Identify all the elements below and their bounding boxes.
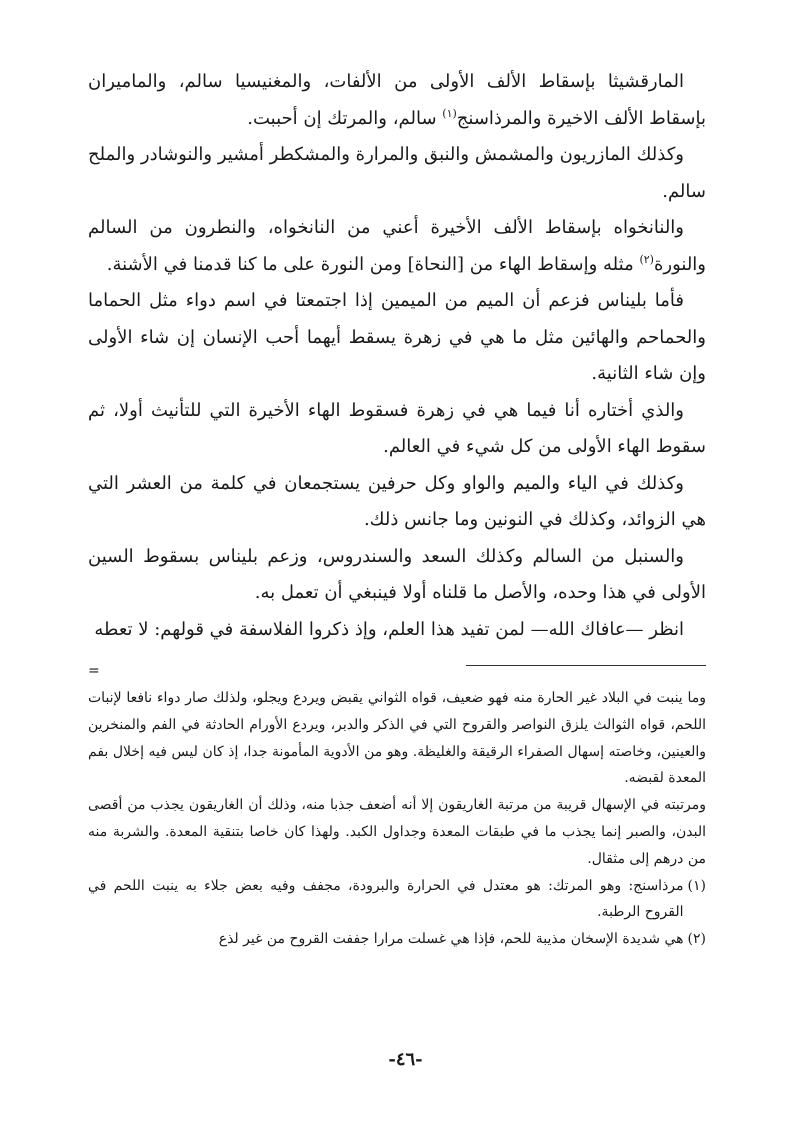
footnote-text: هي شديدة الإسخان مذيبة للحم، فإذا هي غسلت مرارا جففت القروح من غير لذع [218, 931, 684, 948]
separator-line [466, 665, 706, 666]
footnote-ref: (٢) [639, 252, 654, 266]
footnote-number: (١) [687, 877, 706, 894]
footnote [88, 926, 706, 953]
footnote-number: (٢) [687, 931, 706, 948]
continued-note: وما ينبت في البلاد غير الحارة منه فهو ضعيف، قواه الثواني يقبض ويردع ويجلو، ولذلك صار دواء نافعا لإنبات اللحم، قواه الثوالث يلزق النواصر والقروح التي في الذكر والدبر، ويردع الأورام الحادثة في الفم والمنخرين والعينين، وخاصته إسهال الصفراء الرقيقة والغليظة. وهو من الأدوية المأمونة جدا، إذ كان ليس فيه إخلال بفم المعدة لقبضه. [88, 690, 706, 787]
footnote-separator [88, 661, 706, 681]
continuation-mark: = [88, 663, 100, 679]
footnote-ref: (١) [442, 106, 457, 120]
continued-note: ومرتبته في الإسهال قريبة من مرتبة الغاريقون إلا أنه أضعف جذبا منه، وذلك أن الغاريقون يجذب من أقصى البدن، والصبر إنما يجذب ما في طبقات المعدة وجداول الكبد. ولهذا كان خاصا بتنقية المعدة. والشربة منه من درهم إلى مثقال. [88, 797, 706, 867]
paragraph: فأما بليناس فزعم أن الميم من الميمين إذا اجتمعتا في اسم دواء مثل الحماما والحماحم والهائين مثل ما هي في زهرة يسقط أيهما أحب الإنسان إن شاء الأولى وإن شاء الثانية. [88, 290, 706, 384]
footnotes-area [88, 685, 706, 953]
paragraph: والذي أختاره أنا فيما هي في زهرة فسقوط الهاء الأخيرة التي للتأنيث أولا، ثم سقوط الهاء الأولى من كل شيء في العالم. [88, 399, 706, 457]
footnote-text: مرذاسنج: وهو المرتك: هو معتدل في الحرارة والبرودة، مجفف وفيه بعض جلاء به ينبت اللحم في القروح الرطبة. [88, 877, 684, 921]
paragraph: المارقشيثا بإسقاط الألف الأولى من الألفات، والمغنيسيا سالم، والماميران بإسقاط الألف الاخيرة والمرذاسنج$^{(١)}$ سالم، والمرتك إن أحببت. [88, 71, 706, 129]
paragraph: وكذلك في الياء والميم والواو وكل حرفين يستجمعان في كلمة من العشر التي هي الزوائد، وكذلك في النونين وما جانس ذلك. [88, 472, 706, 530]
main-text [88, 64, 706, 648]
paragraph: انظر —عافاك الله— لمن تفيد هذا العلم، وإذ ذكروا الفلاسفة في قولهم: لا تعطه [94, 618, 684, 640]
paragraph: وكذلك المازريون والمشمش والنبق والمرارة والمشكطر أمشير والنوشادر والملح سالم. [88, 144, 706, 202]
footnote [88, 873, 706, 927]
paragraph: والسنبل من السالم وكذلك السعد والسندروس، وزعم بليناس بسقوط السين الأولى في هذا وحده، والأصل ما قلناه أولا فينبغي أن تعمل به. [88, 545, 706, 603]
page-number: -٤٦- [388, 1049, 423, 1070]
paragraph: والنانخواه بإسقاط الألف الأخيرة أعني من النانخواه، والنطرون من السالم والنورة$^{(٢)}$ مثله وإسقاط الهاء من [النحاة] ومن النورة على ما كنا قدمنا في الأشنة. [88, 217, 706, 275]
